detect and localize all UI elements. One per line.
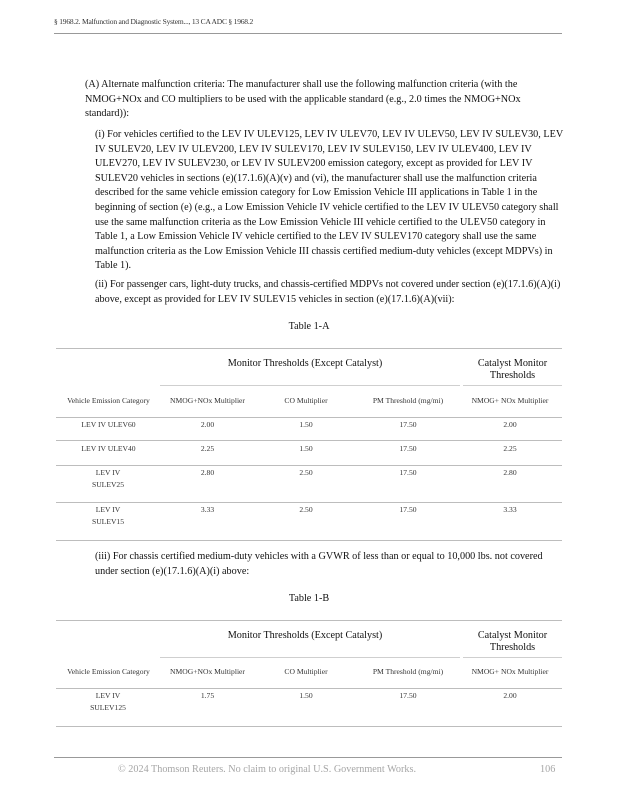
table-1a-group-rule-monitor: [160, 385, 460, 386]
table-1b-group-rule-catalyst: [463, 657, 562, 658]
table-row-pm: 17.50: [399, 691, 417, 700]
table-row-pm: 17.50: [399, 420, 417, 429]
table-1b-group-catalyst: Catalyst Monitor Thresholds: [477, 630, 548, 653]
table-1a-col-nmog: NMOG+NOx Multiplier: [170, 396, 245, 405]
table-row-nmog: 2.25: [200, 444, 215, 453]
table-row-nmog: 3.33: [200, 505, 215, 514]
page-number: 106: [540, 764, 556, 775]
table-1b-header-rule: [56, 688, 562, 689]
table-row-category: LEV IV SULEV15: [91, 505, 125, 526]
table-row-category: LEV IV SULEV25: [91, 468, 125, 489]
table-1a-header-rule: [56, 417, 562, 418]
table-row-pm: 17.50: [399, 444, 417, 453]
table-1b-bottom-rule: [56, 726, 562, 727]
running-header: § 1968.2. Malfunction and Diagnostic System..., 13 CA ADC § 1968.2: [54, 17, 254, 26]
table-1a-group-rule-catalyst: [463, 385, 562, 386]
table-1a-bottom-rule: [56, 540, 562, 541]
table-1b-caption: Table 1-B: [288, 593, 330, 604]
table-row-co: 1.50: [299, 420, 313, 429]
table-row-category: LEV IV ULEV60: [81, 420, 136, 429]
paragraph-ii: (ii) For passenger cars, light-duty trucks, and chassis-certified MDPVs not covered under section (e)(17.1.6)(A)(i) above, except as provided for LEV IV SULEV15 vehicles in section (e)(17.1.6)(A)(vii):: [95, 279, 561, 305]
header-divider: [54, 33, 562, 34]
footer-copyright: © 2024 Thomson Reuters. No claim to original U.S. Government Works.: [118, 764, 416, 775]
table-1b-col-catalyst: NMOG+ NOx Multiplier: [471, 667, 549, 676]
table-1a-top-rule: [56, 348, 562, 349]
table-row-nmog: 1.75: [200, 691, 215, 700]
table-1a-col-catalyst: NMOG+ NOx Multiplier: [471, 396, 549, 405]
paragraph-i: (i) For vehicles certified to the LEV IV ULEV125, LEV IV ULEV70, LEV IV ULEV50, LEV IV SULEV30, LEV IV SULEV20, LEV IV ULEV200, LEV IV SULEV170, LEV IV SULEV150, LEV IV ULEV400, LEV IV ULEV270, LEV IV SULEV230, or LEV IV SULEV200 emission category, except as provided for LEV IV SULEV20 vehicles in sections (e)(17.1.6)(A)(v) and (vi), the manufacturer shall use the malfunction criteria described for the same vehicle emission category for Low Emission Vehicle III applications in Table 1 in the beginning of section (e) (e.g., a Low Emission Vehicle IV vehicle certified to the LEV IV ULEV50 category shall use the same malfunction criteria as the Low Emission Vehicle III vehicle certified to the ULEV50 category in Table 1, a Low Emission Vehicle IV vehicle certified to the LEV IV SULEV170 category shall use the same malfunction criteria as the Low Emission Vehicle III chassis certified medium-duty vehicles (except MDPVs) in Table 1).: [95, 129, 563, 272]
table-row-divider: [56, 465, 562, 466]
table-1b-col-pm: PM Threshold (mg/mi): [372, 667, 444, 676]
paragraph-a: (A) Alternate malfunction criteria: The manufacturer shall use the following malfunction criteria (with the NMOG+NOx and CO multipliers to be used with the applicable standard (e.g., 2.0 times the NMOG+NOx standard)):: [85, 79, 521, 120]
paragraph-iii: (iii) For chassis certified medium-duty vehicles with a GVWR of less than or equal to 10,000 lbs. not covered under section (e)(17.1.6)(A)(i) above:: [95, 551, 543, 577]
table-1a-col-co: CO Multiplier: [284, 396, 328, 405]
table-1a-col-pm: PM Threshold (mg/mi): [372, 396, 444, 405]
table-row-co: 2.50: [299, 505, 313, 514]
table-1a-group-monitor: Monitor Thresholds (Except Catalyst): [227, 358, 383, 369]
table-row-co: 1.50: [299, 444, 313, 453]
table-row-category: LEV IV SULEV125: [90, 691, 126, 712]
table-1b-col-nmog: NMOG+NOx Multiplier: [170, 667, 245, 676]
table-1a-caption: Table 1-A: [288, 321, 330, 332]
table-1b-group-monitor: Monitor Thresholds (Except Catalyst): [227, 630, 383, 641]
table-1b-group-rule-monitor: [160, 657, 460, 658]
table-1a-group-catalyst: Catalyst Monitor Thresholds: [477, 358, 548, 381]
footer-divider: [54, 757, 562, 758]
table-row-catalyst: 2.00: [503, 691, 517, 700]
table-row-divider: [56, 502, 562, 503]
table-row-catalyst: 2.80: [503, 468, 517, 477]
table-row-pm: 17.50: [399, 505, 417, 514]
table-row-category: LEV IV ULEV40: [81, 444, 136, 453]
table-1b-top-rule: [56, 620, 562, 621]
table-row-co: 1.50: [299, 691, 313, 700]
table-row-pm: 17.50: [399, 468, 417, 477]
table-1a-col-category: Vehicle Emission Category: [67, 396, 150, 405]
table-1b-col-category: Vehicle Emission Category: [67, 667, 150, 676]
table-row-nmog: 2.80: [200, 468, 215, 477]
table-row-catalyst: 3.33: [503, 505, 517, 514]
table-row-nmog: 2.00: [200, 420, 215, 429]
table-row-co: 2.50: [299, 468, 313, 477]
table-row-divider: [56, 440, 562, 441]
table-1b-col-co: CO Multiplier: [284, 667, 328, 676]
table-row-catalyst: 2.00: [503, 420, 517, 429]
table-row-catalyst: 2.25: [503, 444, 517, 453]
